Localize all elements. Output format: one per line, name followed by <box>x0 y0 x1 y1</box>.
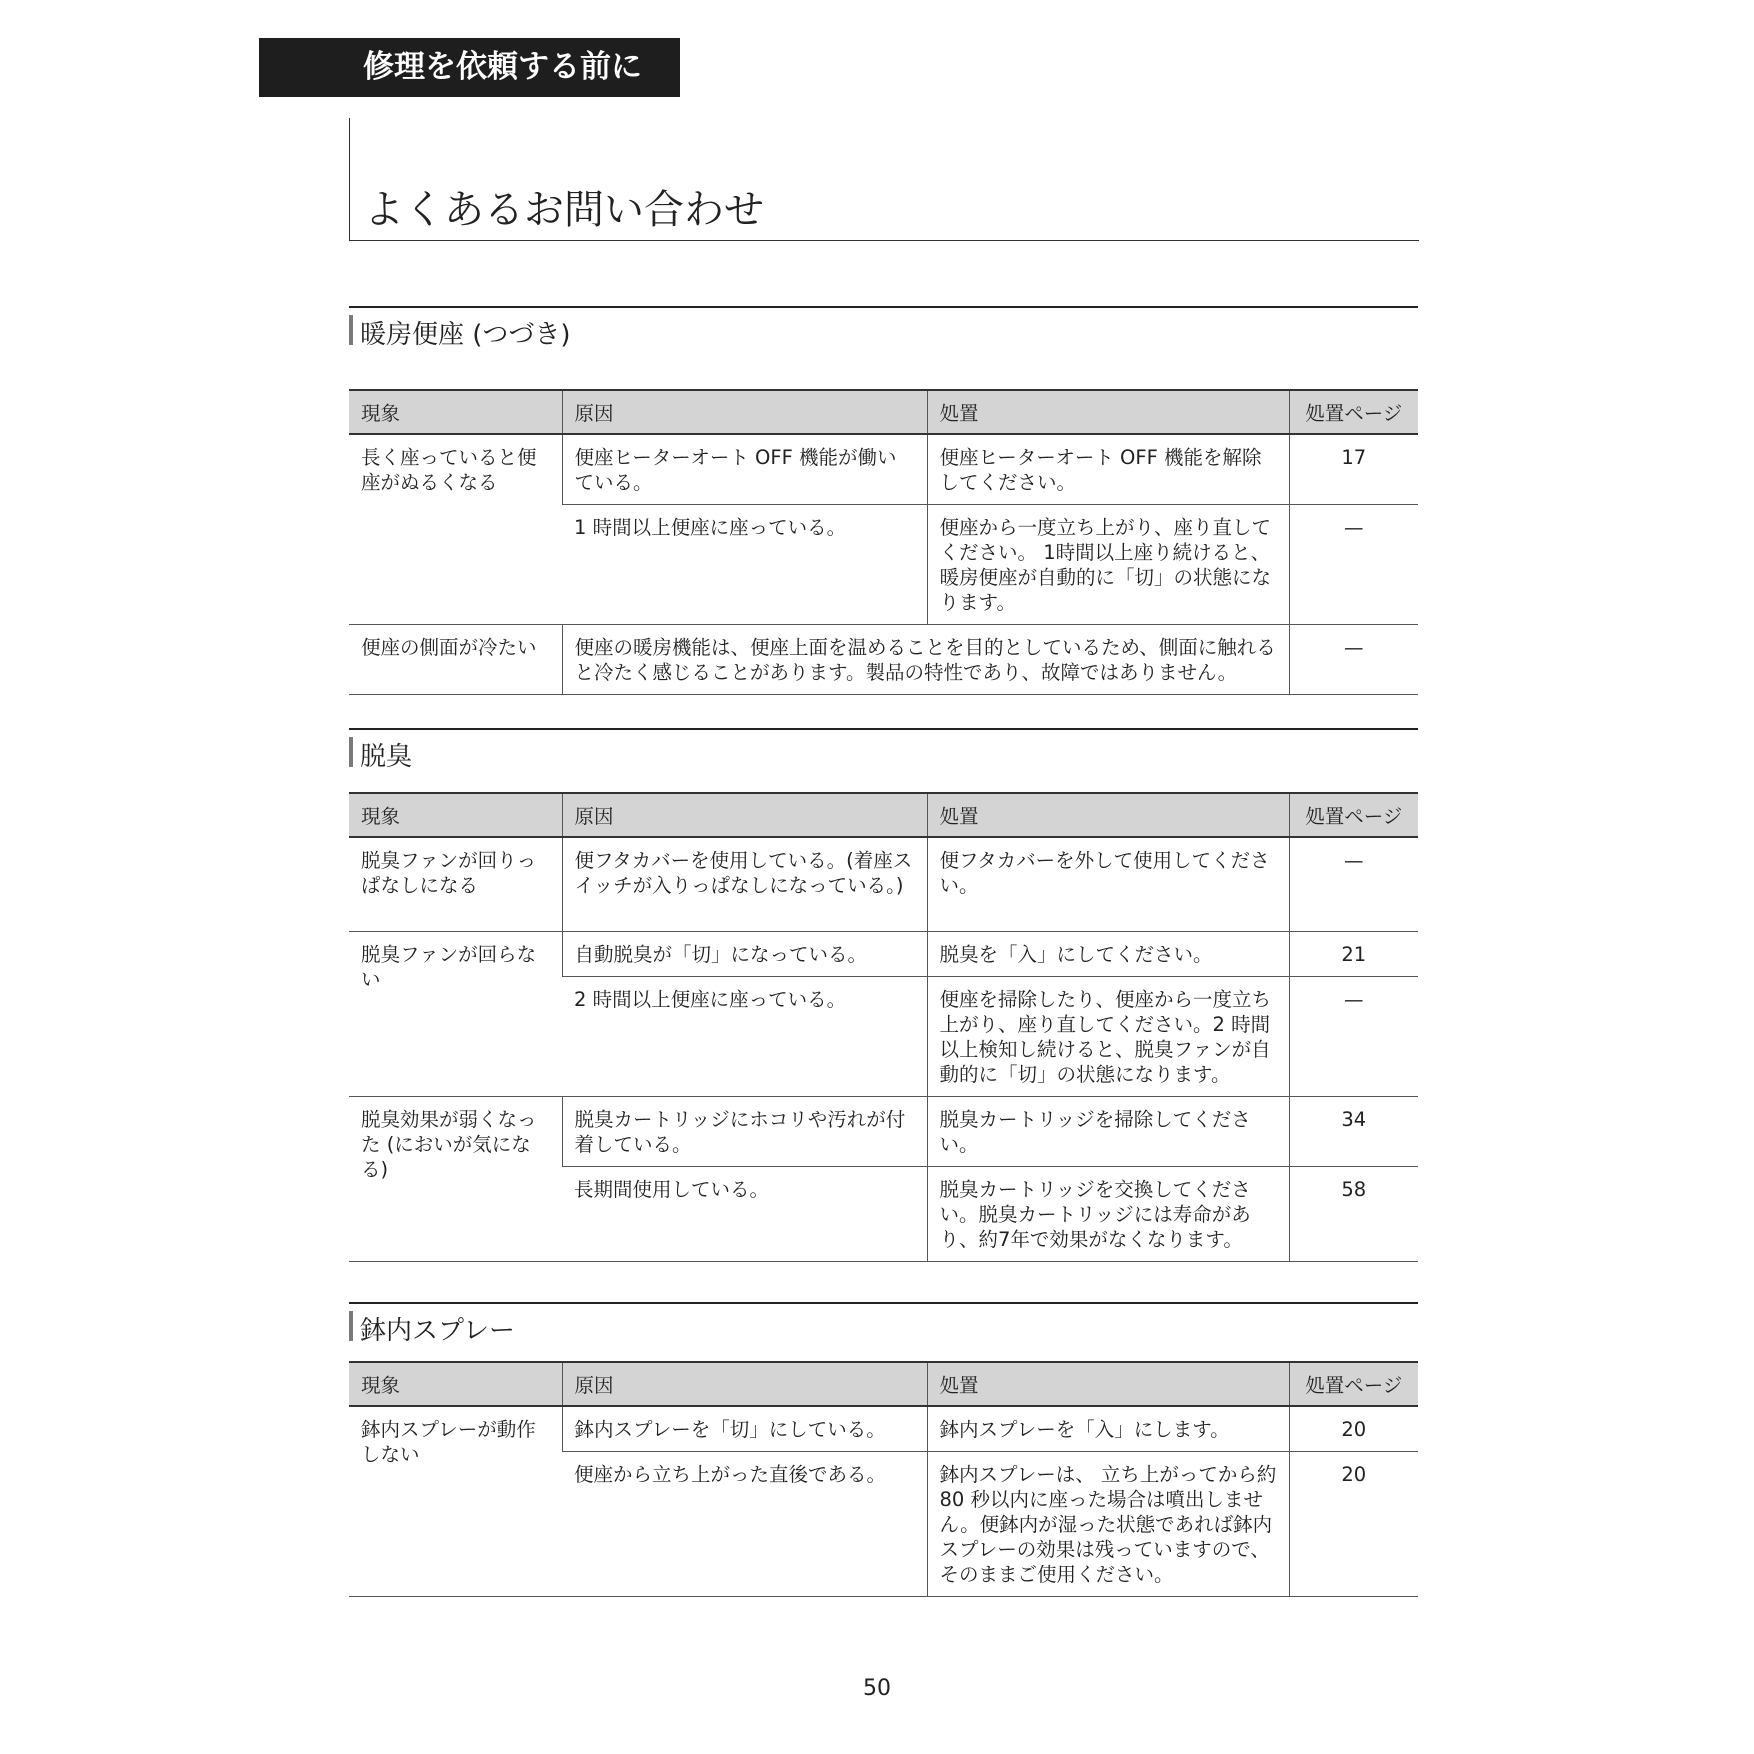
column-header-action: 処置 <box>927 793 1289 837</box>
page-number: 50 <box>863 1676 891 1701</box>
action-cell: 便座を掃除したり、便座から一度立ち上がり、座り直してください。2 時間以上検知し続けると、脱臭ファンが自動的に「切」の状態になります。 <box>927 976 1289 1096</box>
symptom-cell: 脱臭ファンが回りっぱなしになる <box>349 837 562 931</box>
column-header-page: 処置ページ <box>1289 1362 1418 1406</box>
column-header-symptom: 現象 <box>349 1362 562 1406</box>
column-header-action: 処置 <box>927 390 1289 434</box>
cause-cell: 2 時間以上便座に座っている。 <box>562 976 927 1096</box>
troubleshooting-table <box>349 389 1418 695</box>
section-heading <box>349 728 1418 774</box>
action-cell: 鉢内スプレーを「入」にします。 <box>927 1406 1289 1452</box>
symptom-cell: 脱臭効果が弱くなった (においが気になる) <box>349 1096 562 1261</box>
table-header-row <box>349 390 1418 434</box>
table-row <box>349 1096 1418 1166</box>
table-row <box>349 837 1418 931</box>
cause-cell: 便フタカバーを使用している。(着座スイッチが入りっぱなしになっている。) <box>562 837 927 931</box>
symptom-cell: 鉢内スプレーが動作しない <box>349 1406 562 1597</box>
column-header-symptom: 現象 <box>349 390 562 434</box>
merged-cause-action-cell: 便座の暖房機能は、便座上面を温めることを目的としているため、側面に触れると冷たく感じることがあります。製品の特性であり、故障ではありません。 <box>562 625 1289 695</box>
page-ref-cell: — <box>1289 976 1418 1096</box>
section-heading <box>349 306 1418 352</box>
action-cell: 便フタカバーを外して使用してください。 <box>927 837 1289 931</box>
table-row <box>349 434 1418 505</box>
action-cell: 鉢内スプレーは、 立ち上がってから約 80 秒以内に座った場合は噴出しません。便鉢内が湿った状態であれば鉢内スプレーの効果は残っていますので、そのままご使用ください。 <box>927 1452 1289 1597</box>
cause-cell: 便座から立ち上がった直後である。 <box>562 1452 927 1597</box>
action-cell: 脱臭を「入」にしてください。 <box>927 931 1289 976</box>
troubleshooting-table <box>349 792 1418 1262</box>
column-header-cause: 原因 <box>562 390 927 434</box>
cause-cell: 自動脱臭が「切」になっている。 <box>562 931 927 976</box>
column-header-cause: 原因 <box>562 793 927 837</box>
table-row <box>349 1406 1418 1452</box>
page-title-frame <box>349 118 1419 241</box>
page-title: よくあるお問い合わせ <box>364 187 764 233</box>
chapter-header-label: 修理を依頼する前に <box>363 49 642 85</box>
table-header-row <box>349 1362 1418 1406</box>
cause-cell: 1 時間以上便座に座っている。 <box>562 505 927 625</box>
section-title: 脱臭 <box>360 742 413 772</box>
table-header-row <box>349 793 1418 837</box>
cause-cell: 便座ヒーターオート OFF 機能が働いている。 <box>562 434 927 505</box>
column-header-symptom: 現象 <box>349 793 562 837</box>
action-cell: 脱臭カートリッジを掃除してください。 <box>927 1096 1289 1166</box>
section-deodorize <box>349 728 1418 1262</box>
column-header-action: 処置 <box>927 1362 1289 1406</box>
section-heated-seat <box>349 306 1418 695</box>
page-ref-cell: 34 <box>1289 1096 1418 1166</box>
chapter-header <box>259 38 680 97</box>
section-heading <box>349 1302 1418 1348</box>
page-ref-cell: — <box>1289 837 1418 931</box>
table-row <box>349 625 1418 695</box>
heading-marker <box>349 1311 353 1341</box>
cause-cell: 長期間使用している。 <box>562 1166 927 1261</box>
page-ref-cell: 58 <box>1289 1166 1418 1261</box>
section-bowl-spray <box>349 1302 1418 1597</box>
page-ref-cell: 21 <box>1289 931 1418 976</box>
heading-marker <box>349 737 353 767</box>
cause-cell: 脱臭カートリッジにホコリや汚れが付着している。 <box>562 1096 927 1166</box>
page-ref-cell: 20 <box>1289 1452 1418 1597</box>
table-row <box>349 931 1418 976</box>
symptom-cell: 長く座っていると便座がぬるくなる <box>349 434 562 625</box>
page-ref-cell: 17 <box>1289 434 1418 505</box>
column-header-page: 処置ページ <box>1289 793 1418 837</box>
page-ref-cell: — <box>1289 505 1418 625</box>
section-title: 鉢内スプレー <box>360 1316 515 1346</box>
action-cell: 便座ヒーターオート OFF 機能を解除してください。 <box>927 434 1289 505</box>
column-header-page: 処置ページ <box>1289 390 1418 434</box>
section-title: 暖房便座 (つづき) <box>360 320 571 350</box>
page-ref-cell: 20 <box>1289 1406 1418 1452</box>
troubleshooting-table <box>349 1361 1418 1597</box>
column-header-cause: 原因 <box>562 1362 927 1406</box>
page-ref-cell: — <box>1289 625 1418 695</box>
symptom-cell: 脱臭ファンが回らない <box>349 931 562 1096</box>
symptom-cell: 便座の側面が冷たい <box>349 625 562 695</box>
action-cell: 便座から一度立ち上がり、座り直してください。 1時間以上座り続けると、暖房便座が自動的に「切」の状態になります。 <box>927 505 1289 625</box>
action-cell: 脱臭カートリッジを交換してください。脱臭カートリッジには寿命があり、約7年で効果がなくなります。 <box>927 1166 1289 1261</box>
cause-cell: 鉢内スプレーを「切」にしている。 <box>562 1406 927 1452</box>
heading-marker <box>349 315 353 345</box>
